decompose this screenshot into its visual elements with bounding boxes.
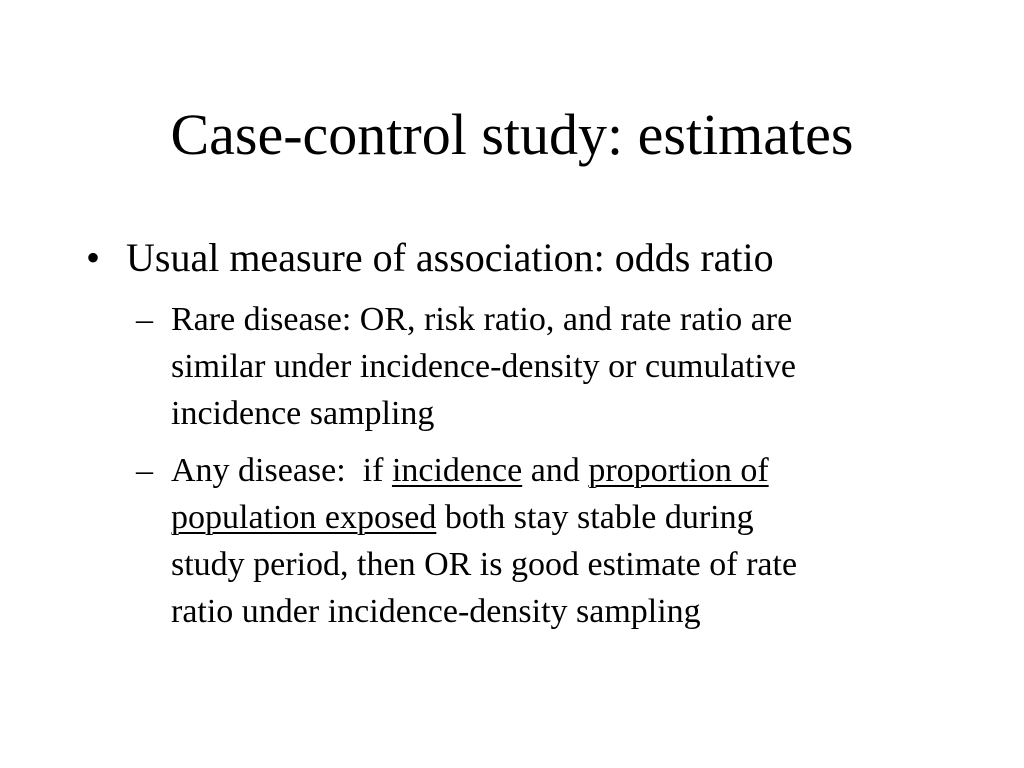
text-line: Rare disease: OR, risk ratio, and rate ratio are xyxy=(171,301,793,338)
text-line: ratio under incidence-density sampling xyxy=(171,593,701,630)
bullet-text: Usual measure of association: odds ratio xyxy=(126,235,774,280)
text-line: similar under incidence-density or cumulative xyxy=(171,348,797,385)
underlined-term-population-exposed: population exposed xyxy=(171,499,437,536)
text-fragment: Any disease: if xyxy=(171,452,392,489)
sub-bullet-text xyxy=(171,296,921,437)
dash-marker: – xyxy=(136,452,153,489)
sub-bullet-text xyxy=(171,447,921,635)
text-fragment: and xyxy=(522,452,589,489)
text-line: study period, then OR is good estimate of rate xyxy=(171,546,798,583)
text-line xyxy=(171,447,921,494)
text-line xyxy=(171,494,921,541)
text-fragment: both stay stable during xyxy=(436,499,754,536)
text-line: incidence sampling xyxy=(171,395,435,432)
underlined-term-incidence: incidence xyxy=(391,452,523,489)
slide-title: Case-control study: estimates xyxy=(170,102,854,167)
dash-marker: – xyxy=(136,301,153,338)
bullet-marker: • xyxy=(86,235,101,280)
underlined-term-proportion: proportion of xyxy=(588,452,769,489)
